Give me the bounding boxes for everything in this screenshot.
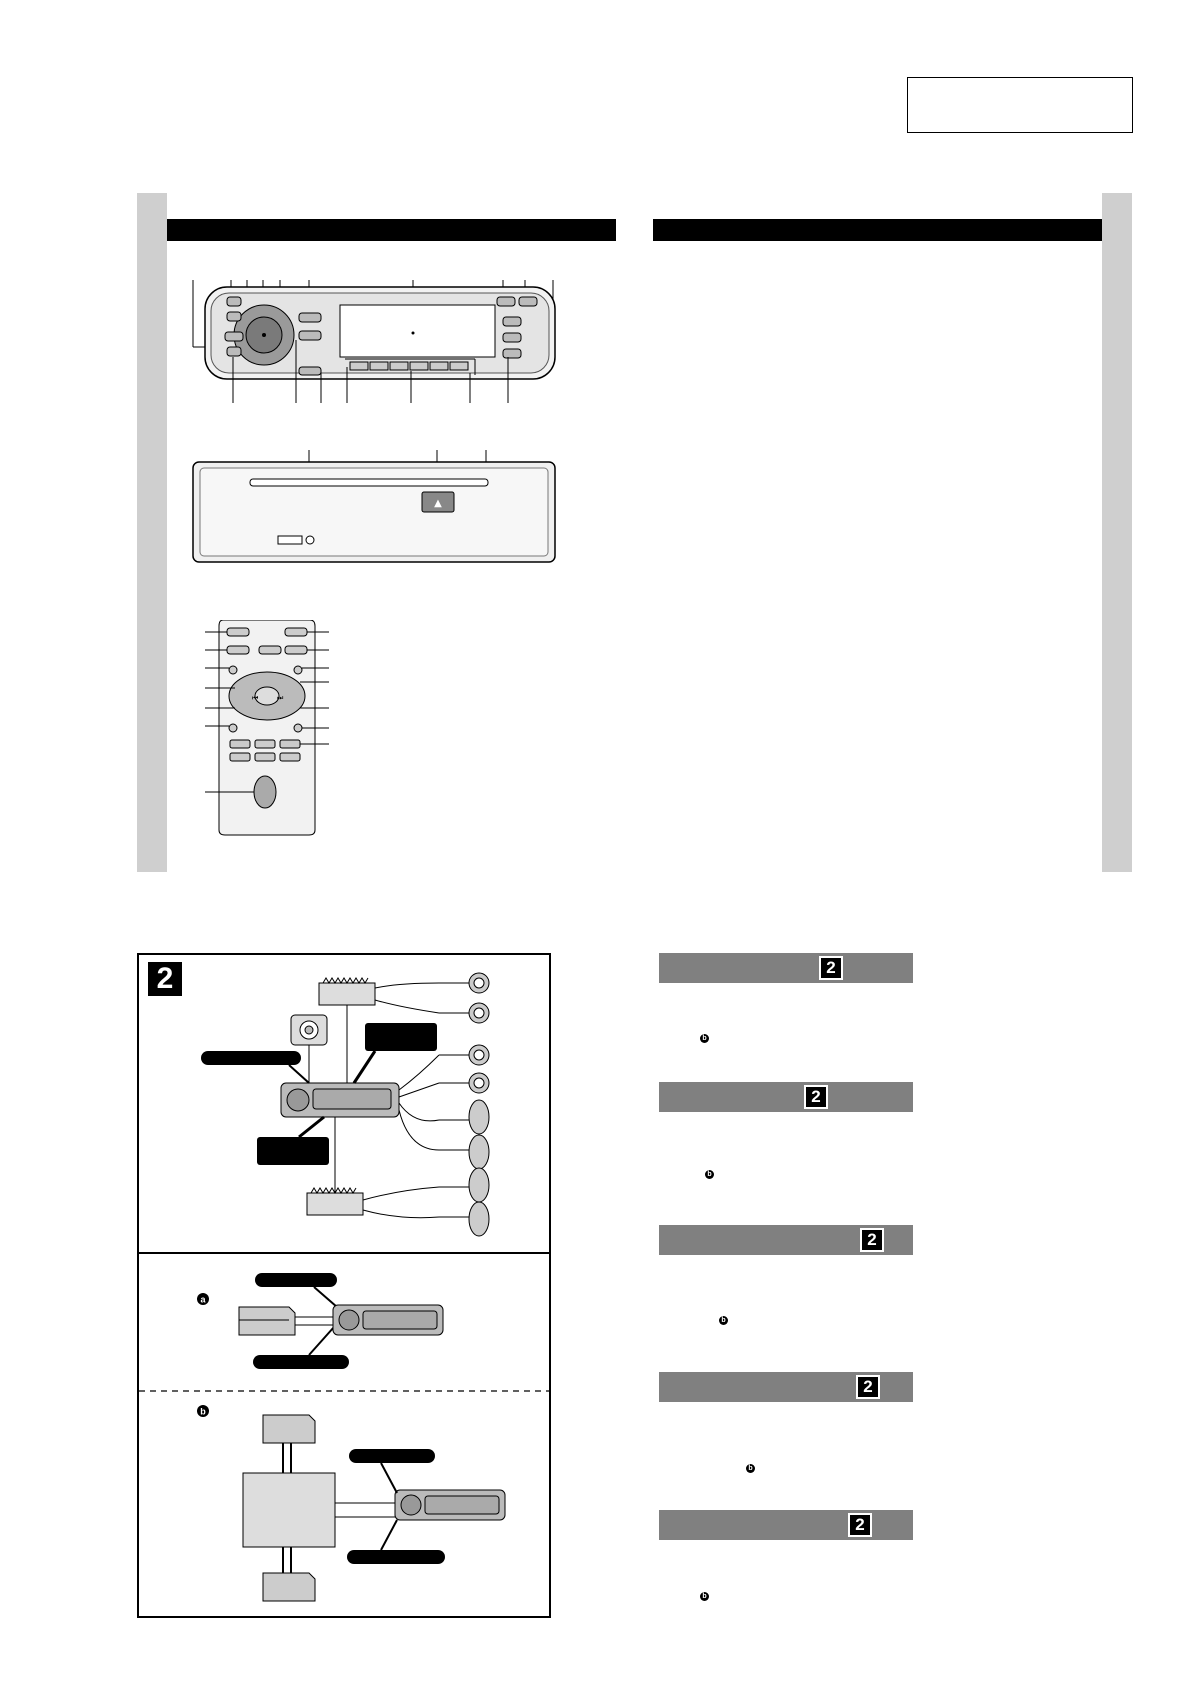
system-connection-diagram [139, 955, 549, 1616]
section-title-bar-right [653, 219, 1102, 241]
model-name-box [907, 77, 1133, 133]
marker-b-1: b [700, 1034, 709, 1043]
marker-b-2: b [705, 1170, 714, 1179]
next-track-icon: ⏭ [277, 694, 284, 702]
marker-b-4: b [746, 1464, 755, 1473]
main-unit-diagram [185, 275, 565, 405]
left-margin-band [137, 193, 167, 872]
label-a: a [200, 1294, 206, 1305]
label-b: b [200, 1406, 206, 1417]
connection-header-3: 2 [659, 1225, 913, 1255]
connection-header-5: 2 [659, 1510, 913, 1540]
eject-icon: ▲ [434, 498, 442, 509]
figure-number: 2 [148, 962, 182, 996]
section-title-bar-left [167, 219, 616, 241]
right-margin-band [1102, 193, 1132, 872]
connection-header-1: 2 [659, 953, 913, 983]
cd-slot-panel-diagram [190, 450, 560, 570]
prev-track-icon: ⏮ [252, 694, 259, 702]
remote-commander-diagram [205, 620, 365, 840]
connection-header-4: 2 [659, 1372, 913, 1402]
marker-b-5: b [700, 1592, 709, 1601]
connection-header-2: 2 [659, 1082, 913, 1112]
marker-b-3: b [719, 1316, 728, 1325]
